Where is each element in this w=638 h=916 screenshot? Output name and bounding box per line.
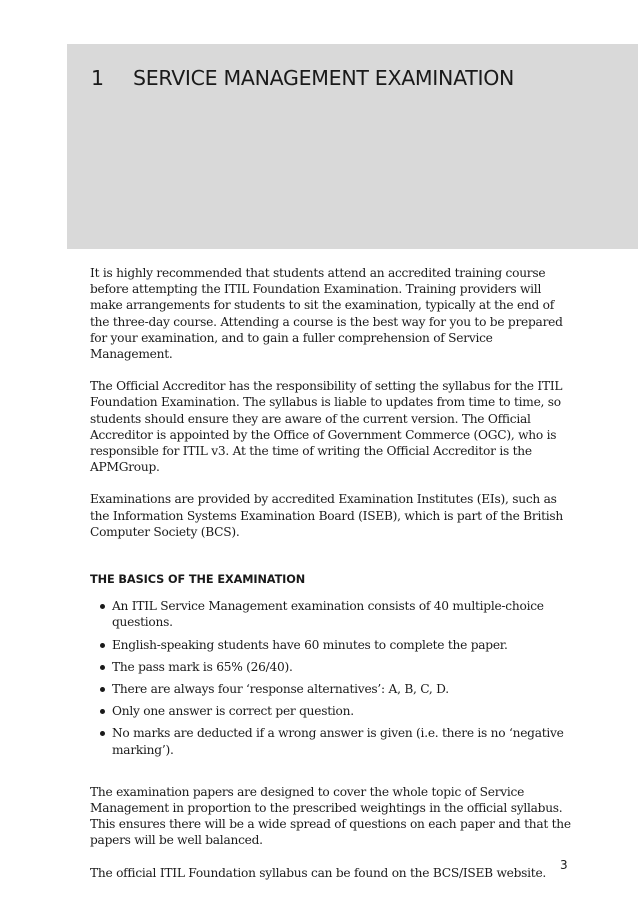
list-item-text: The pass mark is 65% (26/40). bbox=[112, 659, 293, 674]
paragraph-papers: The examination papers are designed to cover the whole topic of Service Management in proportion to the prescribed weightings in the official syllabus. This ensures there will be a wide spread of questions on each paper and that the papers will be well balanced. bbox=[90, 784, 571, 848]
basics-list bbox=[90, 598, 572, 758]
bullet-icon bbox=[100, 604, 105, 609]
paragraph-intro: It is highly recommended that students attend an accredited training course before attempting the ITIL Foundation Examination. Training providers will make arrangements for students to sit the examination, typically at the end of the three-day course. Attending a course is the best way for you to be prepared for your examination, and to gain a fuller comprehension of Service Management. bbox=[90, 266, 563, 362]
list-item bbox=[90, 703, 572, 719]
list-item bbox=[90, 598, 572, 630]
page-number: 3 bbox=[560, 858, 568, 872]
paragraph-institutes: Examinations are provided by accredited Examination Institutes (EIs), such as the Information Systems Examination Board (ISEB), which is part of the British Computer Society (BCS). bbox=[90, 492, 563, 539]
chapter-title: SERVICE MANAGEMENT EXAMINATION bbox=[133, 66, 515, 90]
list-item-text: Only one answer is correct per question. bbox=[112, 704, 354, 719]
bullet-icon bbox=[100, 687, 105, 692]
list-item-text: An ITIL Service Management examination consists of 40 multiple-choice questions. bbox=[112, 599, 544, 630]
list-item-text: There are always four ‘response alternatives’: A, B, C, D. bbox=[112, 682, 449, 697]
list-item bbox=[90, 659, 572, 675]
list-item bbox=[90, 637, 572, 653]
list-item bbox=[90, 681, 572, 697]
page-content bbox=[90, 265, 572, 881]
list-item bbox=[90, 725, 572, 757]
paragraph-syllabus: The official ITIL Foundation syllabus can be found on the BCS/ISEB website. bbox=[90, 865, 547, 880]
list-item-text: No marks are deducted if a wrong answer is given (i.e. there is no ‘negative marking’). bbox=[112, 726, 564, 757]
bullet-icon bbox=[100, 643, 105, 648]
bullet-icon bbox=[100, 731, 105, 736]
bullet-icon bbox=[100, 665, 105, 670]
section-heading: THE BASICS OF THE EXAMINATION bbox=[90, 573, 306, 587]
list-item-text: English-speaking students have 60 minutes to complete the paper. bbox=[112, 637, 508, 652]
bullet-icon bbox=[100, 709, 105, 714]
chapter-number: 1 bbox=[91, 66, 104, 90]
chapter-heading bbox=[91, 66, 514, 90]
paragraph-accreditor: The Official Accreditor has the responsibility of setting the syllabus for the ITIL Foundation Examination. The syllabus is liable to updates from time to time, so students should ensure they are aware of the current version. The Official Accreditor is appointed by the Office of Government Commerce (OGC), who is responsible for ITIL v3. At the time of writing the Official Accreditor is the APMGroup. bbox=[90, 379, 563, 475]
